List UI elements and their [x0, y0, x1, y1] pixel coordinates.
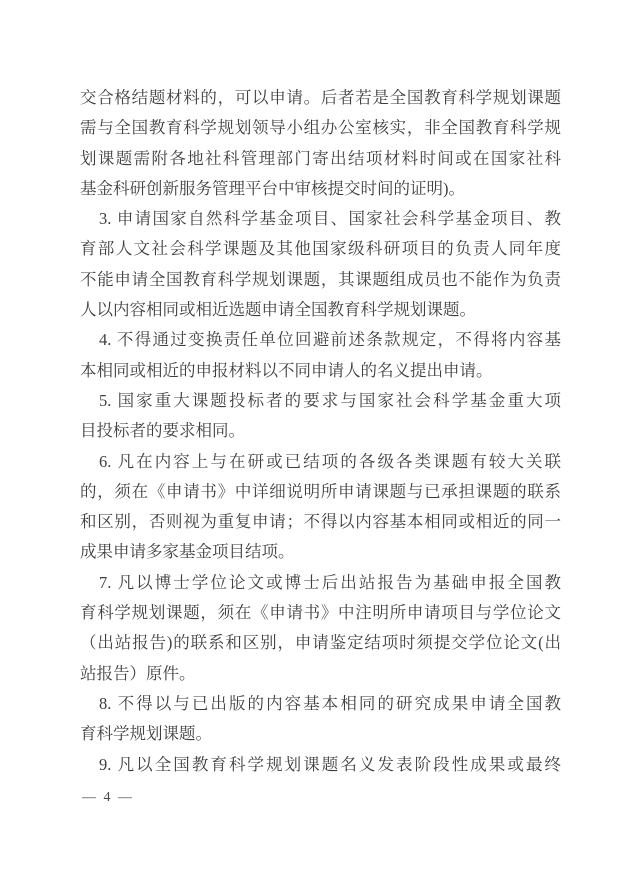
document-line: 成果申请多家基金项目结项。 [80, 542, 295, 562]
document-line: 不能申请全国教育科学规划课题，其课题组成员也不能作为负责 [80, 269, 561, 289]
document-line: 交合格结题材料的，可以申请。后者若是全国教育科学规划课题 [80, 88, 561, 107]
document-body [80, 83, 561, 780]
document-line: （出站报告)的联系和区别，申请鉴定结项时须提交学位论文(出 [80, 633, 561, 653]
document-line: 人以内容相同或相近选题申请全国教育科学规划课题。 [80, 300, 476, 320]
document-line: 育部人文社会科学课题及其他国家级科研项目的负责人同年度 [80, 239, 561, 259]
document-line: 育科学规划课题。 [80, 724, 212, 744]
document-line: 9. 凡以全国教育科学规划课题名义发表阶段性成果或最终 [99, 754, 561, 774]
document-line: 本相同或相近的申报材料以不同申请人的名义提出申请。 [80, 360, 493, 380]
document-line: 目投标者的要求相同。 [80, 421, 245, 441]
document-line: 的，须在《申请书》中详细说明所申请课题与已承担课题的联系 [80, 481, 561, 501]
document-line: 育科学规划课题，须在《申请书》中注明所申请项目与学位论文 [80, 603, 561, 623]
document-line: 3. 申请国家自然科学基金项目、国家社会科学基金项目、教 [99, 209, 561, 229]
document-line: 站报告）原件。 [80, 663, 196, 683]
document-line: 基金科研创新服务管理平台中审核提交时间的证明)。 [80, 178, 465, 198]
document-line: 4. 不得通过变换责任单位回避前述条款规定，不得将内容基 [99, 330, 561, 350]
document-line: 7. 凡以博士学位论文或博士后出站报告为基础申报全国教 [99, 572, 561, 592]
document-line: 需与全国教育科学规划领导小组办公室核实，非全国教育科学规 [80, 118, 561, 138]
document-line: 6. 凡在内容上与在研或已结项的各级各类课题有较大关联 [99, 451, 561, 471]
document-line: 5. 国家重大课题投标者的要求与国家社会科学基金重大项 [99, 390, 561, 410]
document-line: 划课题需附各地社科管理部门寄出结项材料时间或在国家社科 [80, 148, 561, 168]
document-line: 和区别，否则视为重复申请；不得以内容基本相同或相近的同一 [80, 512, 561, 532]
page-number: — 4 — [82, 790, 134, 805]
document-line: 8. 不得以与已出版的内容基本相同的研究成果申请全国教 [99, 693, 561, 713]
